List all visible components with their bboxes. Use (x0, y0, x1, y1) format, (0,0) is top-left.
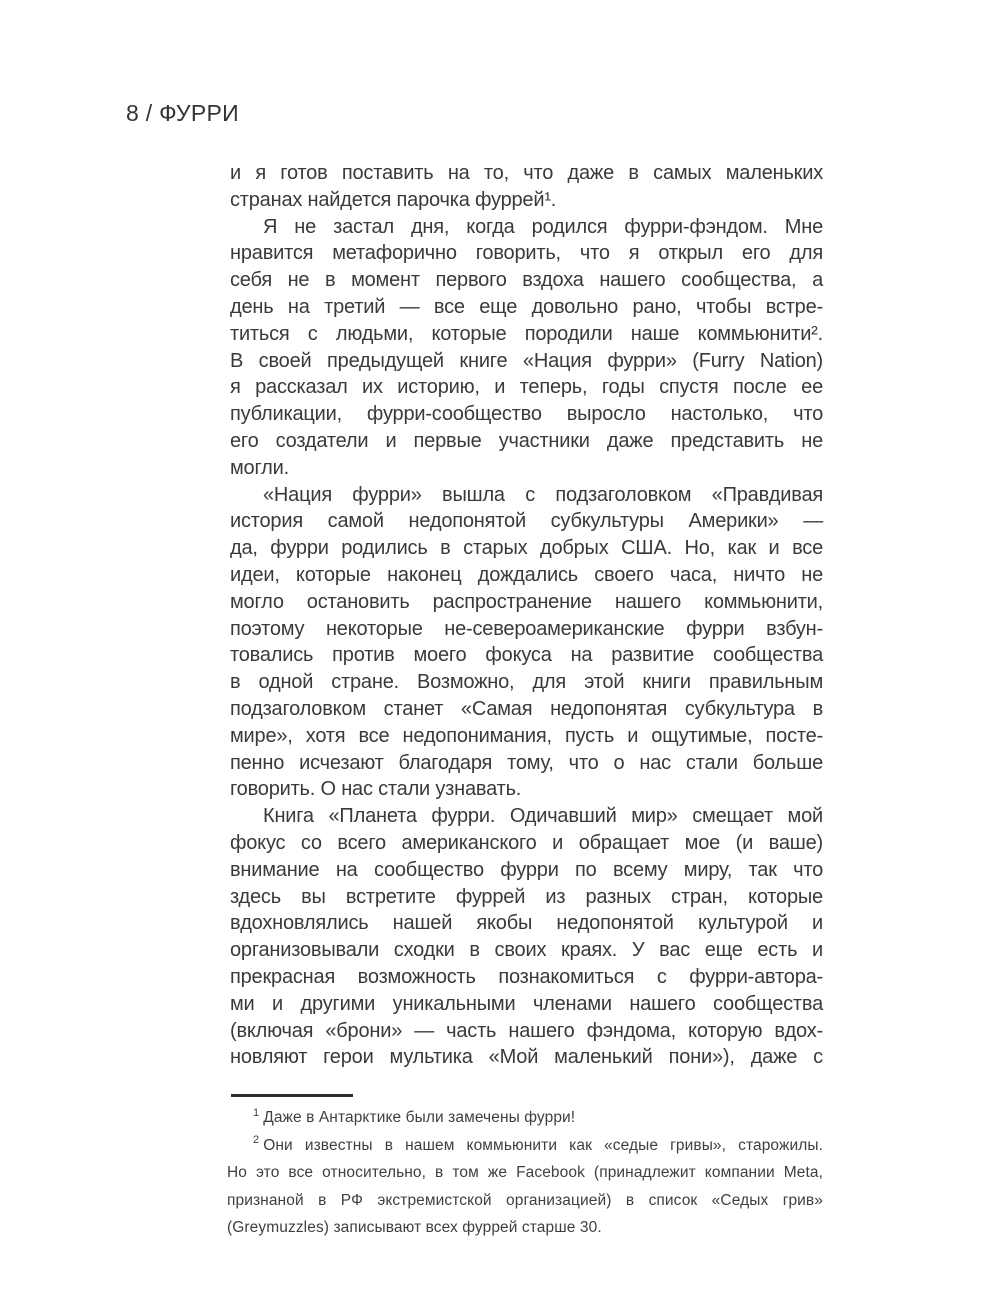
text-line: говорить. О нас стали узнавать. (230, 778, 522, 801)
text-line: история самой недопонятой субкультуры Америки» — (230, 510, 823, 533)
text-line: да, фурри родились в старых добрых США. Но, как и все (230, 537, 823, 560)
footnote-line: (Greymuzzles) записывают всех фуррей старше 30. (227, 1219, 602, 1236)
text-line: публикации, фурри-сообщество выросло настолько, что (230, 403, 823, 426)
body-text-block (230, 160, 823, 1071)
footnote-line: признаной в РФ экстремистской организацией) в список «Седых грив» (227, 1191, 823, 1209)
footnote-line: Но это все относительно, в том же Facebook (принадлежит компании Meta, (227, 1164, 823, 1181)
text-line: могли. (230, 456, 289, 479)
text-line: прекрасная возможность познакомиться с фурри-автора- (230, 965, 823, 988)
text-line: день на третий — все еще довольно рано, чтобы встре- (230, 295, 823, 318)
text-line: нравится метафорично говорить, что я открыл его для (230, 242, 823, 265)
footnote-marker: 1 (253, 1106, 260, 1119)
text-line: себя не в момент первого вздоха нашего сообщества, а (230, 269, 823, 292)
page-number-and-title: 8 / ФУРРИ (126, 100, 239, 126)
text-line: (включая «брони» — часть нашего фэндома, которую вдох- (230, 1019, 823, 1042)
text-line: ми и другими уникальными членами нашего сообщества (230, 992, 823, 1015)
text-line: организовывали сходки в своих краях. У вас еще есть и (230, 939, 823, 962)
text-line: в одной стране. Возможно, для этой книги правильным (230, 671, 823, 694)
text-line: и я готов поставить на то, что даже в самых маленьких (230, 162, 823, 184)
running-header (126, 100, 239, 127)
text-line: внимание на сообщество фурри по всему миру, так что (230, 858, 823, 881)
text-line: «Нация фурри» вышла с подзаголовком «Правдивая (263, 483, 823, 506)
footnote-line: $^2$ Они известны в нашем коммьюнити как «седые гривы», старожилы. (253, 1134, 823, 1154)
text-line: здесь вы встретите фуррей из разных стран, которые (230, 885, 823, 908)
footnote-line: $^1$ Даже в Антарктике были замечены фурри! (253, 1106, 576, 1126)
text-line: пенно исчезают благодаря тому, что о нас стали больше (230, 751, 823, 774)
text-line: идеи, которые наконец дождались своего часа, ничто не (230, 563, 823, 586)
text-line: Книга «Планета фурри. Одичавший мир» смещает мой (263, 805, 823, 828)
text-line: В своей предыдущей книге «Нация фурри» (Furry Nation) (230, 349, 823, 372)
text-line: подзаголовком станет «Самая недопонятая субкультура в (230, 697, 823, 720)
text-line: я рассказал их историю, и теперь, годы спустя после ее (230, 376, 823, 399)
text-line: его создатели и первые участники даже представить не (230, 429, 823, 452)
text-line: вдохновлялись нашей якобы недопонятой культурой и (230, 912, 823, 935)
text-line: могло остановить распространение нашего коммьюнити, (230, 590, 823, 613)
text-line: странах найдется парочка фуррей¹. (230, 188, 557, 211)
footnote-marker: 2 (253, 1134, 260, 1147)
text-line: новляют герои мультика «Мой маленький пони»), даже с (230, 1046, 823, 1069)
text-line: титься с людьми, которые породили наше коммьюнити². (230, 322, 823, 345)
footnotes-block (227, 1104, 823, 1242)
text-line: поэтому некоторые не-североамериканские фурри взбун- (230, 617, 823, 640)
footnote-separator (231, 1094, 353, 1097)
text-line: товались против моего фокуса на развитие сообщества (230, 644, 823, 667)
text-line: Я не застал дня, когда родился фурри-фэндом. Мне (263, 215, 823, 238)
text-line: фокус со всего американского и обращает мое (и ваше) (230, 831, 823, 854)
text-line: мире», хотя все недопонимания, пусть и ощутимые, посте- (230, 724, 823, 747)
